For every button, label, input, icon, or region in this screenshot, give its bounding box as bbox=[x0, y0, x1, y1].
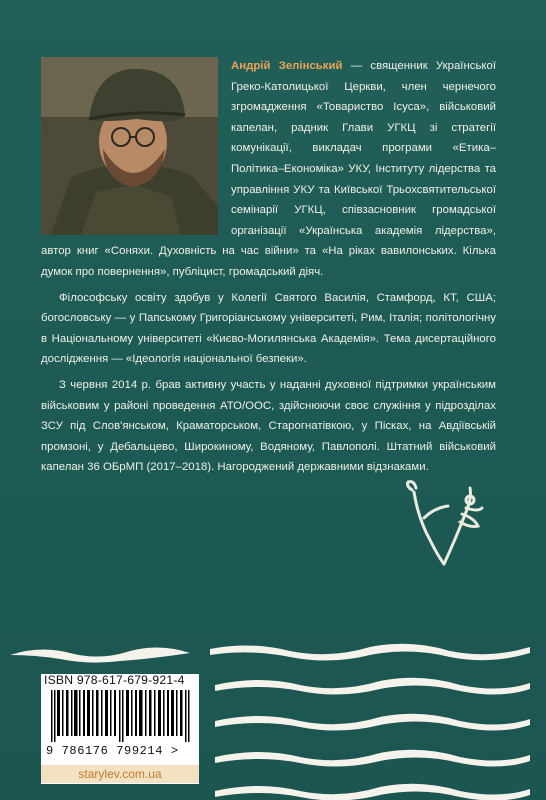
author-name: Андрій Зелінський bbox=[231, 60, 343, 72]
barcode-digits: 9 786176 799214 > bbox=[46, 744, 179, 758]
author-bio-text bbox=[41, 56, 496, 478]
bio-paragraph-2: Філософську освіту здобув у Колегії Святого Василія, Стамфорд, КТ, США; богословську — у Папському Григоріанському університеті, Рим, Італія; політологічну в Національному університеті «Києво-Могилянська Академія». Тема дисертаційного дослідження — «Ідеологія національної безпеки». bbox=[41, 291, 496, 366]
photo-spacer bbox=[41, 56, 231, 241]
isbn-label: ISBN 978-617-679-921-4 bbox=[44, 673, 185, 687]
publisher-website: starylev.com.ua bbox=[41, 765, 199, 783]
bio-paragraph-3: З червня 2014 р. брав активну участь у наданні духовної підтримки українським військовим у районі проведення АТО/ООС, здійснюючи своє служіння у підрозділах ЗСУ під Слов'янськом, Краматорськом, Старогнатівкою, у Пісках, на Авдіївській промзоні, у Дебальцево, Широкиному, Водяному, Павлополі. Штатний військовий капелан 36 ОБрМП (2017–2018). Нагороджений державними відзнаками. bbox=[41, 378, 496, 474]
barcode-bars bbox=[51, 690, 191, 742]
anchor-icon bbox=[404, 478, 486, 570]
bio-paragraph-1-text: — священник Української Греко-Католицької Церкви, член чернечого згромадження «Товариство Ісуса», військовий капелан, радник Глави УГКЦ зі стратегії комунікації, викладач програми «Етика–Політика–Економіка» УКУ, Інституту лідерства та управління УКУ та Київської Трьохсвятительської семінарії УГКЦ, співзасновник громадської організації «Українська академія лідерства», автор книг «Соняхи. Духовність на час війни» та «На ріках вавилонських. Кілька думок про повернення», публіцист, громадський діяч. bbox=[41, 60, 496, 278]
